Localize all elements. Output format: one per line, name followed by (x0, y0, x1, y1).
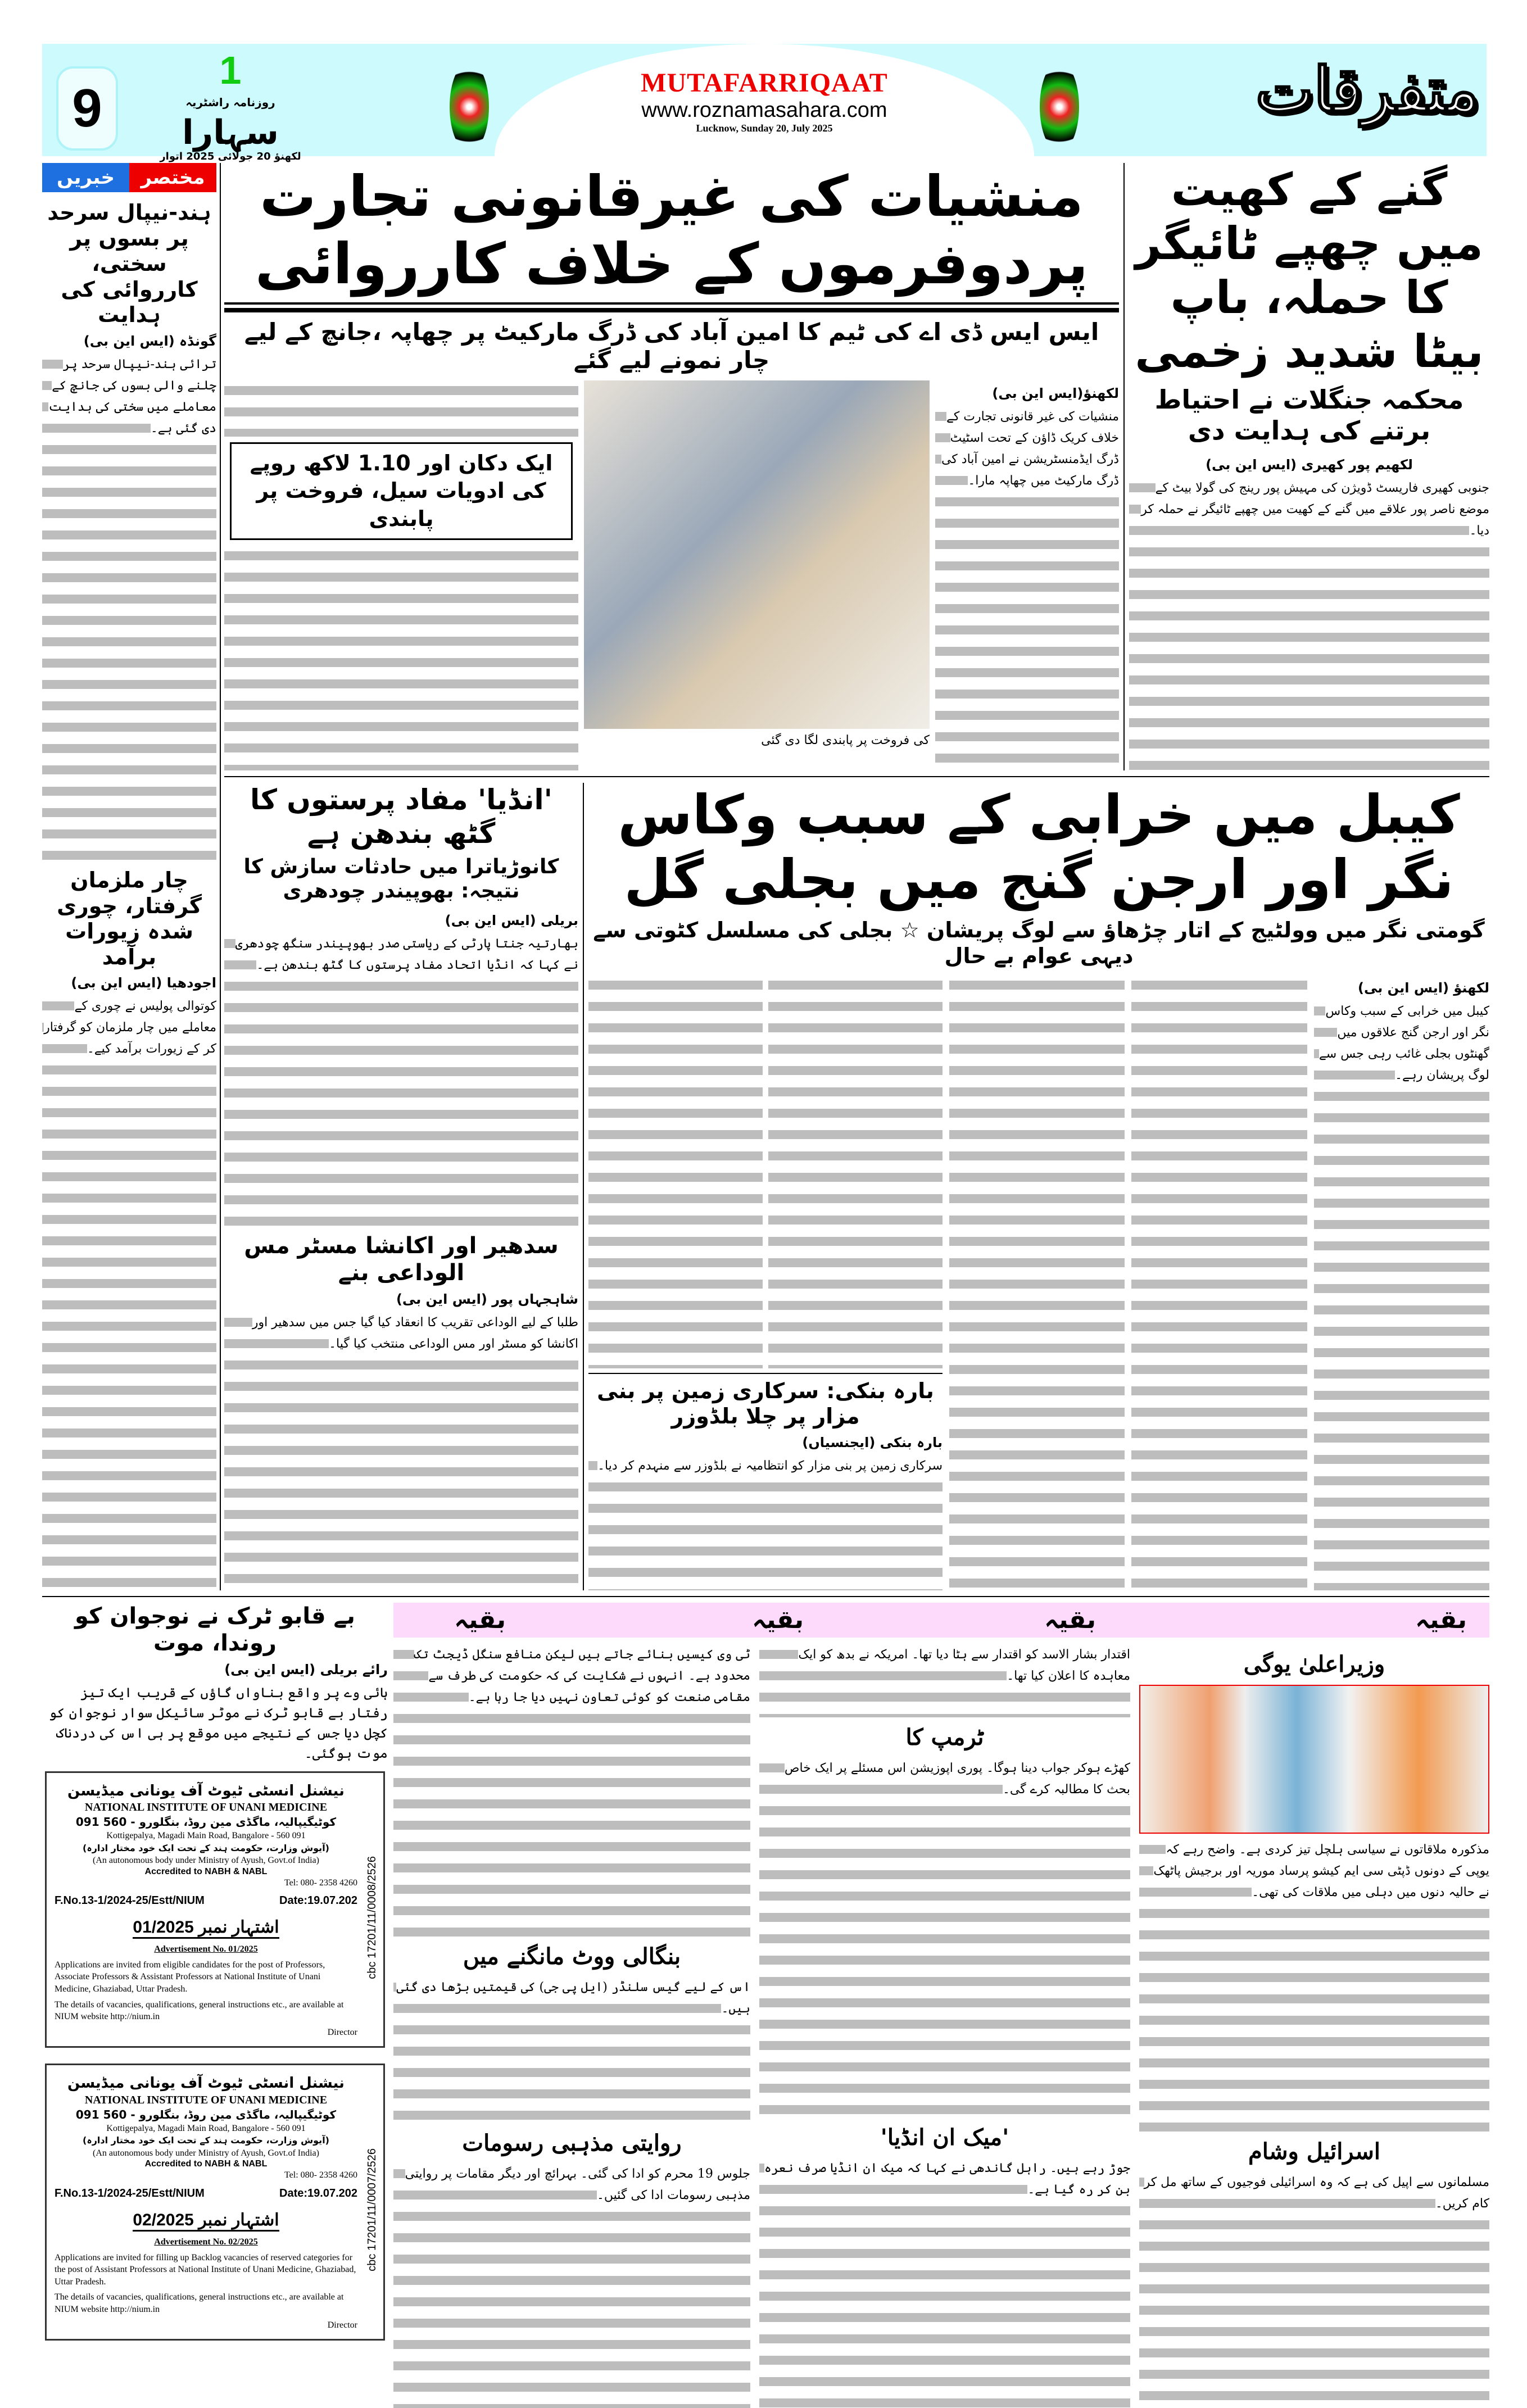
farewell-byline: شاہجہاں پور (ایس این بی) (396, 1291, 578, 1308)
ad-telephone: Tel: 080- 2358 4260 (284, 1878, 357, 1888)
ad-number-english: Advertisement No. 01/2025 (154, 1944, 258, 1954)
section-title-urdu: متفرقات (1255, 53, 1479, 126)
rule (588, 1373, 943, 1374)
ad-file-number: F.No.13-1/2024-25/Estt/NIUM (55, 2187, 205, 2200)
ad-cbc-code: cbc 17201/11/0008/2526 (366, 1856, 378, 1979)
farewell-body: طلبا کے لیے الوداعی تقریب کا انعقاد کیا گیا جس میں سدھیر اور اکانشا کو مسٹر اور مس الوداعی منتخب کیا گیا۔ (224, 1312, 578, 1590)
starburst-icon (450, 62, 489, 152)
lead-body-continued (224, 380, 578, 437)
brief-byline: اجودھیا (ایس این بی) (71, 975, 216, 991)
continued-body-rituals: جلوس 19 محرم کو ادا کی گئی۔ بہرائچ اور دیگر مقامات پر روایتی مذہبی رسومات ادا کی گئیں۔ (393, 2164, 750, 2408)
continued-band (393, 1603, 1489, 1638)
barabanki-headline: بارہ بنکی: سرکاری زمین پر بنی مزار پر چلا بلڈوزر (597, 1378, 934, 1429)
ad-address-urdu: کوٹیگیپالیہ، ماگڈی مین روڈ، بنگلورو - 560 091 (75, 1815, 337, 1829)
continued-title-trump: ٹرمپ کا (905, 1724, 984, 1751)
ad-body-english: (An autonomous body under Ministry of Ayush, Govt.of India) (93, 1856, 319, 1866)
logo-anniversary-mark: 1 (219, 48, 242, 92)
continued-label: بقیہ (752, 1605, 804, 1634)
ad-date: Date:19.07.202 (279, 1894, 357, 1907)
truck-byline: رائے بریلی (ایس این بی) (224, 1661, 388, 1677)
ad-accreditation: Accredited to NABH & NABL (144, 1866, 268, 1876)
lead-highlight-box: ایک دکان اور 1.10 لاکھ روپے کی ادویات سیل، فروخت پر پابندی (230, 442, 573, 540)
logo-subtitle: روزنامہ راشٹریہ (185, 96, 275, 109)
india-subhead: کانوڑیاترا میں حادثات سازش کا نتیجہ: بھوپیندر چودھری (243, 855, 559, 903)
cable-byline: لکھنؤ (ایس این بی) (1358, 979, 1489, 996)
brief-body: ترائی ہند-نیپال سرحد پر چلنے والی بسوں کی جانچ کے معاملے میں سختی کی ہدایت دی گئی ہے۔ (42, 354, 216, 860)
continued-body-bengal: اس کے لیے گیس سلنڈر (ایل پی جی) کی قیمتیں بڑھا دی گئی ہیں۔ (393, 1977, 750, 2123)
continued-body: ٹی وی کیسیں بنائے جاتے ہیں لیکن منافع سنگل ڈیجٹ تک محدود ہے۔ انہوں نے شکایت کی کہ حکومت کی طرف سے مقامی صنعت کو کوئی تعاون نہیں دیا جا رہا ہے۔ (393, 1644, 750, 1937)
logo-date: لکھنؤ 20 جولائی 2025 اتوار (160, 151, 301, 162)
ad-accreditation: Accredited to NABH & NABL (144, 2159, 268, 2169)
cable-columns (588, 975, 1489, 1590)
rule (224, 302, 1119, 305)
continued-columns (393, 1644, 1489, 2408)
chief-minister-meeting-photo (1139, 1685, 1489, 1834)
briefs-label-a: مختصر (129, 163, 216, 192)
continued-title-rituals: روایتی مذہبی رسومات (462, 2129, 682, 2156)
farewell-headline: سدھیر اور اکانشا مسٹر مس الوداعی بنے (244, 1233, 559, 1286)
column-divider (583, 783, 584, 1590)
website-link[interactable]: www.roznamasahara.com (641, 98, 887, 122)
page-content (42, 163, 1489, 2408)
ad-body-urdu: (آیوش وزارت، حکومت ہند کے تحت ایک خود مختار ادارہ) (83, 2135, 329, 2146)
continued-column-a (1139, 1644, 1489, 2408)
briefs-label (42, 163, 216, 192)
page-number: 9 (56, 66, 118, 151)
lead-columns (224, 380, 1119, 770)
ad-date: Date:19.07.202 (279, 2187, 357, 2200)
section-title-english: MUTAFARRIQAAT (641, 68, 888, 98)
masthead-text (607, 67, 922, 134)
ad-text: Applications are invited from eligible candidates for the post of Professors, Associate Professors & Assistant Professors at National Institute of Unani Medicine, Ghaziabad, Uttar Pradesh. (55, 1960, 325, 1994)
ad-title-english: NATIONAL INSTITUTE OF UNANI MEDICINE (84, 1801, 328, 1814)
india-byline: بریلی (ایس این بی) (445, 913, 578, 929)
ad-body-english: (An autonomous body under Ministry of Ayush, Govt.of India) (93, 2148, 319, 2158)
column-divider (220, 163, 221, 1590)
main-row-1 (224, 163, 1489, 770)
nium-advertisement-2 (45, 2064, 385, 2341)
ad-signer: Director (327, 2027, 357, 2037)
lead-headline: منشیات کی غیرقانونی تجارت پردوفرموں کے خلاف کارروائی (255, 164, 1089, 297)
tiger-subhead: محکمہ جنگلات نے احتیاط برتنے کی ہدایت دی (1154, 384, 1464, 446)
nium-advertisement-1 (45, 1771, 385, 2048)
ad-address-english: Kottigepalya, Magadi Main Road, Bangalore - 560 091 (106, 2123, 306, 2133)
truck-and-ads-column (42, 1603, 388, 2408)
ad-title-urdu: نیشنل انسٹی ٹیوٹ آف یونانی میڈیسن (67, 1782, 345, 1799)
photo-caption: کی فروخت پر پابندی لگا دی گئی (761, 733, 930, 747)
ad-number-english: Advertisement No. 02/2025 (154, 2237, 258, 2247)
newspaper-logo (129, 48, 332, 162)
continued-title-make-in-india: 'میک ان انڈیا' (880, 2124, 1009, 2151)
lead-photo-column (584, 380, 930, 770)
rule (224, 776, 1489, 777)
continued-column-c (393, 1644, 750, 2408)
india-story (224, 783, 578, 1590)
ad-number-urdu: اشتہار نمبر 02/2025 (133, 2210, 279, 2232)
continued-column-b (759, 1644, 1130, 2408)
cable-body-continued (588, 975, 763, 1368)
ad-cbc-code: cbc 17201/11/0007/2526 (366, 2148, 378, 2272)
ad-number-urdu: اشتہار نمبر 01/2025 (133, 1917, 279, 1939)
ad-signer: Director (327, 2320, 357, 2330)
cable-headline: کیبل میں خرابی کے سبب وکاس نگر اور ارجن گنج میں بجلی گل (618, 783, 1460, 911)
cable-body-continued (768, 975, 943, 1368)
rule (224, 308, 1119, 312)
ad-address-english: Kottigepalya, Magadi Main Road, Bangalore - 560 091 (106, 1831, 306, 1841)
continued-label: بقیہ (1415, 1605, 1467, 1634)
briefs-column (42, 163, 216, 1590)
ad-address-urdu: کوٹیگیپالیہ، ماگڈی مین روڈ، بنگلورو - 560 091 (75, 2107, 337, 2121)
tiger-body: جنوبی کھیری فاریسٹ ڈویژن کی مہیش پور رینج کی گولا بیٹ کے موضع ناصر پور علاقے میں گنے کے کھیت میں چھپے ٹائیگر نے حملہ کر دیا۔ (1129, 478, 1489, 770)
tiger-headline: گنے کے کھیت میں چھپے ٹائیگر کا حملہ، باپ بیٹا شدید زخمی (1135, 164, 1484, 378)
ad-title-urdu: نیشنل انسٹی ٹیوٹ آف یونانی میڈیسن (67, 2075, 345, 2092)
main-row-2 (224, 783, 1489, 1590)
top-section (42, 163, 1489, 1590)
ad-text: The details of vacancies, qualifications, general instructions etc., are available at NIUM website http://nium.in (55, 1999, 344, 2022)
ad-telephone: Tel: 080- 2358 4260 (284, 2170, 357, 2180)
lead-right-column (935, 380, 1119, 770)
cable-body-continued (949, 975, 1125, 1590)
ad-text: The details of vacancies, qualifications, general instructions etc., are available at NIUM website http://nium.in (55, 2292, 344, 2314)
continued-body-israel: مسلمانوں سے اپیل کی ہے کہ وہ اسرائیلی فوجیوں کے ساتھ مل کر کام کریں۔ (1139, 2172, 1489, 2408)
continued-body-yogi: مذکورہ ملاقاتوں نے سیاسی ہلچل تیز کردی ہے۔ واضح رہے کہ یوپی کے دونوں ڈپٹی سی ایم کیشو پرساد موریہ اور برجیش پاٹھک نے حالیہ دنوں میں دہلی میں ملاقات کی تھی۔ (1139, 1839, 1489, 2132)
brief-byline: گونڈہ (ایس این بی) (83, 333, 216, 349)
pharmacy-raid-photo (584, 380, 930, 729)
continued-title-israel: اسرائیل وشام (1248, 2138, 1381, 2165)
barabanki-byline: بارہ بنکی (ایجنسیاں) (802, 1434, 943, 1450)
india-headline: 'انڈیا' مفاد پرستوں کا گٹھ بندھن ہے (250, 783, 552, 850)
cable-left-block (588, 975, 943, 1590)
lead-byline: لکھنؤ(ایس این بی) (992, 385, 1119, 401)
lead-body-continued (224, 546, 578, 770)
starburst-icon (1040, 62, 1079, 152)
india-body: بھارتیہ جنتا پارٹی کے ریاستی صدر بھوپیندر سنگھ چودھری نے کہا کہ انڈیا اتحاد مفاد پرستوں کا گٹھ بندھن ہے۔ (224, 933, 578, 1226)
column-divider (1123, 163, 1125, 770)
logo-name: سہارا (182, 113, 279, 152)
ad-file-number: F.No.13-1/2024-25/Estt/NIUM (55, 1894, 205, 1907)
cable-subhead: گومتی نگر میں وولٹیج کے اتار چڑھاؤ سے لوگ پریشان ☆ بجلی کی مسلسل کٹوتی سے دیہی عوام بے حال (593, 918, 1485, 968)
continued-title-bengal: بنگالی ووٹ مانگنے میں (463, 1943, 681, 1970)
briefs-label-b: خبریں (42, 163, 129, 192)
lead-left-column (224, 380, 578, 770)
truck-headline: بے قابو ٹرک نے نوجوان کو روندا، موت (75, 1603, 355, 1656)
cable-first-column (1314, 975, 1489, 1590)
truck-body: ہائی وے پر واقع بناواں گاؤں کے قریب ایک تیز رفتار بے قابو ٹرک نے موٹر سائیکل سوار نوجوان کو کچل دیا جس کے نتیجے میں موقع پر ہی اس کی دردناک موت ہوگئی۔ (48, 1684, 388, 1761)
cable-body-continued (1131, 975, 1307, 1590)
rule (42, 1596, 1489, 1597)
main-news-area (224, 163, 1489, 1590)
lead-body: منشیات کی غیر قانونی تجارت کے خلاف کریک ڈاؤن کے تحت اسٹیٹ ڈرگ ایڈمنسٹریشن نے امین آباد کی ڈرگ مارکیٹ میں چھاپہ مارا۔ (935, 406, 1119, 770)
brief-body: کوتوالی پولیس نے چوری کے معاملے میں چار ملزمان کو گرفتار کر کے زیورات برآمد کیے۔ (42, 996, 216, 1590)
lead-story (224, 163, 1119, 770)
ad-title-english: NATIONAL INSTITUTE OF UNANI MEDICINE (84, 2093, 328, 2106)
continued-area (393, 1603, 1489, 2408)
continued-label: بقیہ (454, 1605, 506, 1634)
tiger-byline: لکھیم پور کھیری (ایس این بی) (1206, 457, 1413, 473)
ad-text: Applications are invited for filling up Backlog vacancies of reserved categories for the post of Assistant Professors at National Institute of Unani Medicine, Ghaziabad, Uttar Pradesh. (55, 2252, 356, 2287)
cable-story (588, 783, 1489, 1590)
dateline: Lucknow, Sunday 20, July 2025 (696, 123, 833, 134)
bottom-section (42, 1603, 1489, 2408)
ad-body-urdu: (آیوش وزارت، حکومت ہند کے تحت ایک خود مختار ادارہ) (83, 1842, 329, 1853)
continued-body-trump-lead: اقتدار بشار الاسد کو اقتدار سے ہٹا دیا تھا۔ امریکہ نے بدھ کو ایک معاہدہ کا اعلان کیا تھا۔ (759, 1644, 1130, 1717)
cable-body: کیبل میں خرابی کے سبب وکاس نگر اور ارجن گنج علاقوں میں گھنٹوں بجلی غائب رہی جس سے لوگ پریشان رہے۔ (1314, 1001, 1489, 1590)
barabanki-body: سرکاری زمین پر بنی مزار کو انتظامیہ نے بلڈوزر سے منہدم کر دیا۔ (588, 1455, 943, 1590)
continued-body-trump: کھڑے ہوکر جواب دینا ہوگا۔ پوری اپوزیشن اس مسئلے پر ایک خاص بحث کا مطالبہ کرے گی۔ (759, 1758, 1130, 2117)
continued-label: بقیہ (1044, 1605, 1096, 1634)
brief-headline: ہند-نیپال سرحد پر بسوں پر سختی، کارروائی کی ہدایت (47, 200, 211, 328)
continued-body-make-in-india: جوڑ رہے ہیں۔ راہل گاندھی نے کہا کہ میک ان انڈیا صرف نعرہ بن کر رہ گیا ہے۔ (759, 2158, 1130, 2408)
lead-subhead: ایس ایس ڈی اے کی ٹیم کا امین آباد کی ڈرگ مارکیٹ پر چھاپہ ،جانچ کے لیے چار نمونے لیے گئے (244, 318, 1099, 374)
continued-title-yogi: وزیراعلیٰ یوگی (1243, 1650, 1385, 1677)
tiger-story (1129, 163, 1489, 770)
brief-headline: چار ملزمان گرفتار، چوری شدہ زیورات برآمد (57, 867, 202, 969)
